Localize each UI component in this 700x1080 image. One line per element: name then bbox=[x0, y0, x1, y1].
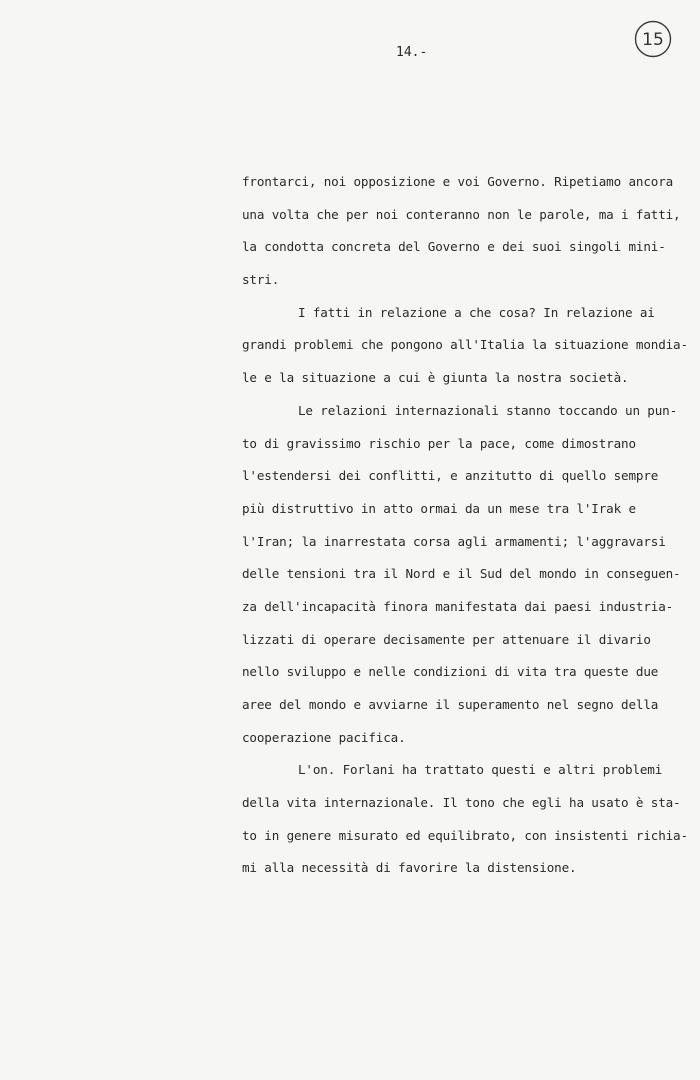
text-line: nello sviluppo e nelle condizioni di vita tra queste due bbox=[242, 664, 659, 680]
text-line: grandi problemi che pongono all'Italia la situazione mondia- bbox=[242, 337, 688, 353]
text-line: I fatti in relazione a che cosa? In relazione ai bbox=[298, 304, 655, 320]
text-line: L'on. Forlani ha trattato questi e altri problemi bbox=[298, 762, 663, 778]
text-line: delle tensioni tra il Nord e il Sud del mondo in conseguen- bbox=[242, 566, 681, 582]
text-line: della vita internazionale. Il tono che egli ha usato è sta- bbox=[242, 795, 681, 811]
text-line: Le relazioni internazionali stanno toccando un pun- bbox=[298, 402, 678, 418]
text-line: più distruttivo in atto ormai da un mese tra l'Irak e bbox=[242, 500, 636, 516]
text-line: aree del mondo e avviarne il superamento nel segno della bbox=[242, 697, 659, 712]
text-line: la condotta concreta del Governo e dei suoi singoli mini- bbox=[242, 239, 666, 255]
stamp-number: 15 bbox=[642, 30, 664, 50]
text-line: frontarci, noi opposizione e voi Governo. Ripetiamo ancora bbox=[242, 174, 674, 189]
text-line: stri. bbox=[242, 272, 280, 288]
text-line: una volta che per noi conteranno non le parole, ma i fatti, bbox=[242, 206, 681, 222]
text-line: mi alla necessità di favorire la distensione. bbox=[242, 860, 577, 876]
text-line: to in genere misurato ed equilibrato, con insistenti richia- bbox=[242, 827, 688, 843]
text-line: l'estendersi dei conflitti, e anzitutto di quello sempre bbox=[242, 468, 659, 484]
page-number: 14.- bbox=[396, 45, 428, 60]
text-line: cooperazione pacifica. bbox=[242, 729, 406, 745]
handwritten-page-stamp bbox=[633, 19, 673, 59]
body-text bbox=[242, 166, 688, 885]
text-line: za dell'incapacità finora manifestata dai paesi industria- bbox=[242, 598, 674, 614]
text-line: to di gravissimo rischio per la pace, come dimostrano bbox=[242, 435, 636, 451]
text-line: l'Iran; la inarrestata corsa agli armamenti; l'aggravarsi bbox=[242, 533, 666, 549]
text-line: lizzati di operare decisamente per attenuare il divario bbox=[242, 631, 651, 647]
text-line: le e la situazione a cui è giunta la nostra società. bbox=[242, 370, 629, 386]
